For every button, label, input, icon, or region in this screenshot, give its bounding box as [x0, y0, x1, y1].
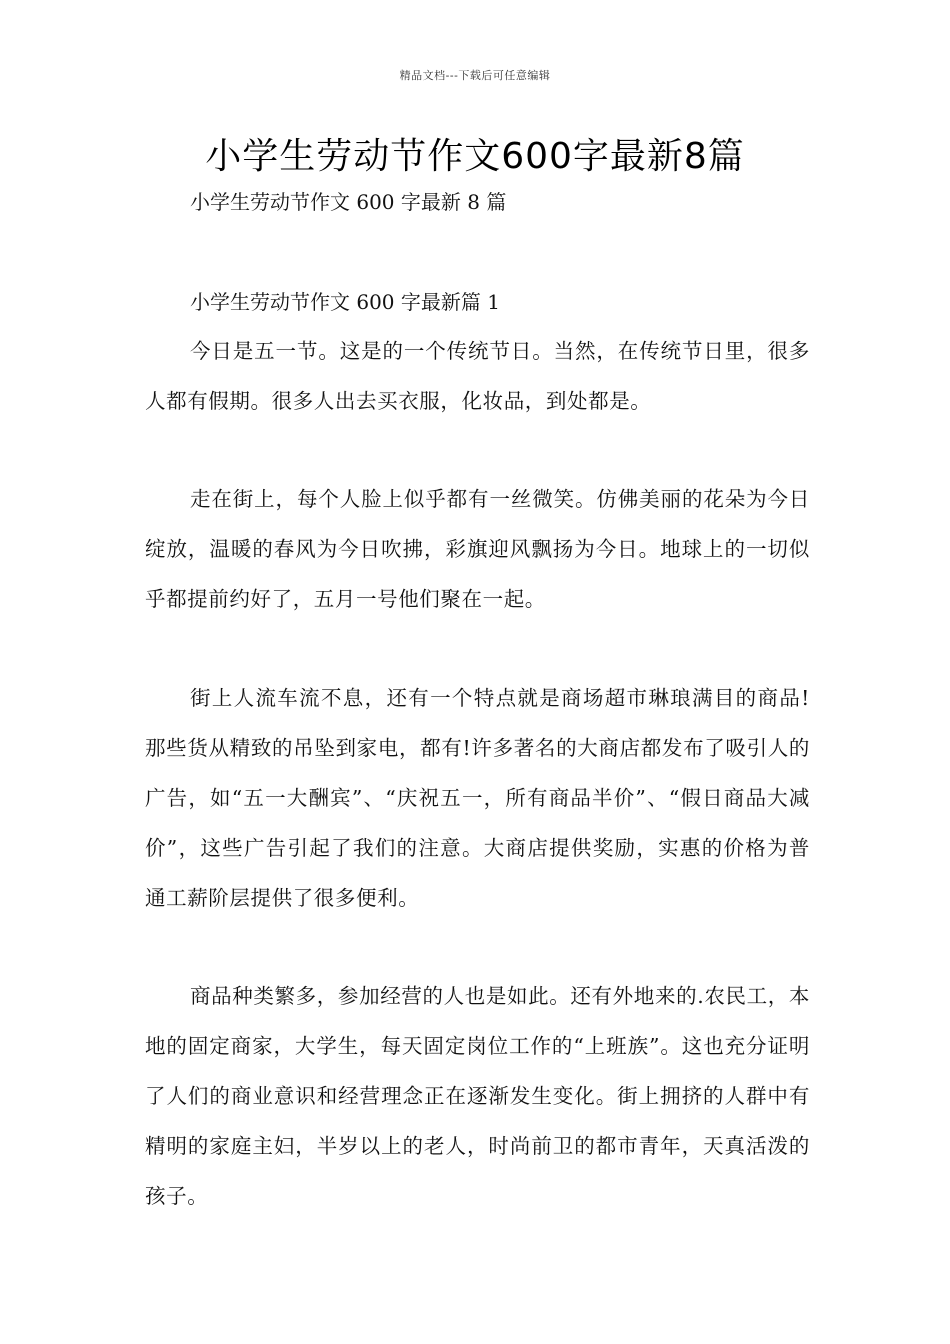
section-heading: 小学生劳动节作文 600 字最新篇 1 [190, 290, 500, 314]
paragraph-1: 今日是五一节。这是的一个传统节日。当然，在传统节日里，很多人都有假期。很多人出去买衣服，化妆品，到处都是。 [145, 339, 810, 413]
paragraph-2: 走在街上，每个人脸上似乎都有一丝微笑。仿佛美丽的花朵为今日绽放，温暖的春风为今日吹拂，彩旗迎风飘扬为今日。地球上的一切似乎都提前约好了，五月一号他们聚在一起。 [145, 487, 810, 611]
document-subtitle: 小学生劳动节作文 600 字最新 8 篇 [190, 190, 507, 214]
paragraph-4: 商品种类繁多，参加经营的人也是如此。还有外地来的.农民工，本地的固定商家，大学生，每天固定岗位工作的“上班族”。这也充分证明了人们的商业意识和经营理念正在逐渐发生变化。街上拥挤的人群中有精明的家庭主妇，半岁以上的老人，时尚前卫的都市青年，天真活泼的孩子。 [145, 984, 810, 1208]
paragraph-3: 街上人流车流不息，还有一个特点就是商场超市琳琅满目的商品!那些货从精致的吊坠到家电，都有!许多著名的大商店都发布了吸引人的广告，如“五一大酬宾”、“庆祝五一，所有商品半价”、“假日商品大减价”，这些广告引起了我们的注意。大商店提供奖励，实惠的价格为普通工薪阶层提供了很多便利。 [145, 686, 810, 910]
document-title: 小学生劳动节作文600字最新8篇 [205, 136, 745, 177]
header-note: 精品文档---下载后可任意编辑 [399, 69, 551, 82]
